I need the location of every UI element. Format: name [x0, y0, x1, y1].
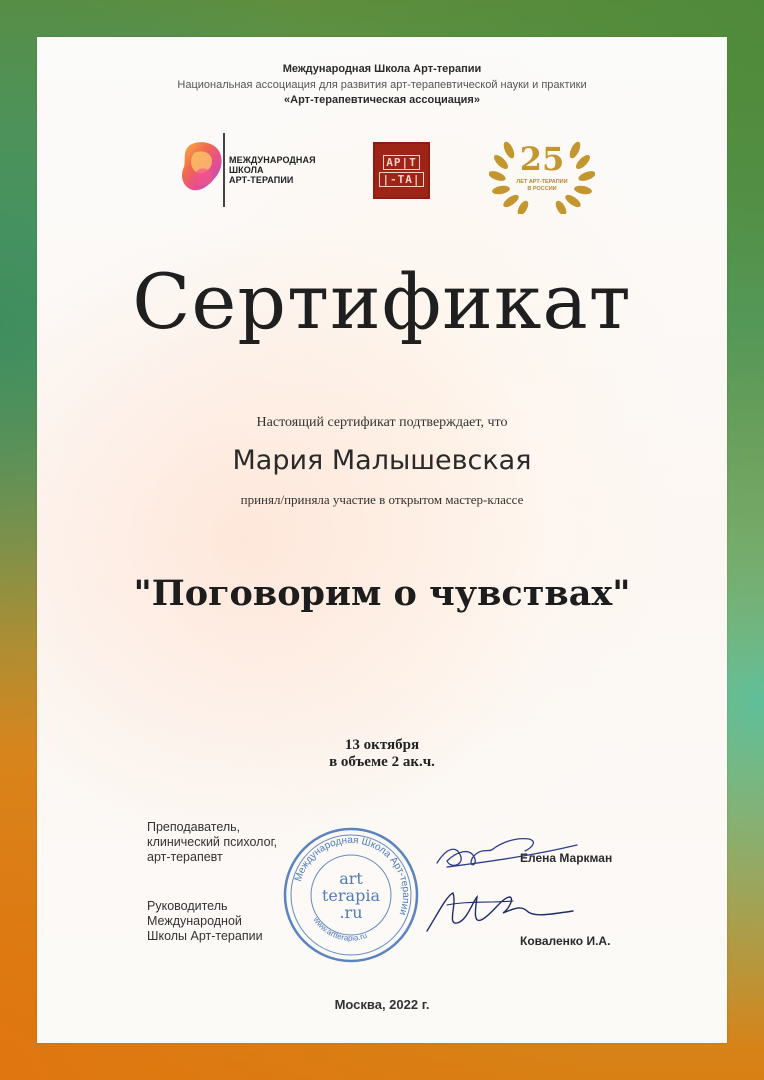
- anniversary-number: 25: [519, 140, 565, 178]
- school-logo: [180, 133, 330, 209]
- round-stamp: [280, 824, 422, 966]
- signer-name-1: Елена Маркман: [520, 851, 613, 865]
- certificate-sheet: [37, 37, 727, 1043]
- stamp-seal: [280, 824, 422, 966]
- header-school-name: Международная Школа Арт-терапии: [282, 63, 482, 75]
- certificate-title: Сертификат: [132, 257, 632, 346]
- stamp-center-line: .ru: [339, 903, 363, 922]
- stamp-url-text: www.artterapia.ru: [311, 915, 369, 943]
- teacher-role: [147, 820, 277, 865]
- logo-divider: [223, 133, 225, 207]
- recipient-name: Мария Малышевская: [232, 445, 532, 476]
- header-association-name: «Арт-терапевтическая ассоциация»: [284, 94, 480, 106]
- anniversary-text: ЛЕТ АРТ-ТЕРАПИИ В РОССИИ: [516, 179, 568, 192]
- school-logo-line: ШКОЛА: [229, 165, 264, 175]
- stamp-center-line: terapia: [322, 886, 380, 905]
- school-logo-line: АРТ-ТЕРАПИИ: [229, 175, 294, 185]
- role-line: клинический психолог,: [147, 835, 278, 849]
- header-association-description: Национальная ассоциация для развития арт-терапевтической науки и практики: [177, 79, 587, 91]
- event-date: [37, 737, 727, 771]
- role-line: Руководитель: [147, 899, 228, 913]
- city-year: Москва, 2022 г.: [334, 997, 430, 1012]
- school-logo-text: [229, 155, 316, 185]
- event-date-line: 13 октября: [344, 737, 420, 753]
- school-logo-line: МЕЖДУНАРОДНАЯ: [229, 155, 316, 165]
- role-line: Международной: [147, 914, 242, 928]
- association-logo: [373, 142, 430, 199]
- role-line: Школы Арт-терапии: [147, 929, 263, 943]
- event-title: "Поговорим о чувствах": [133, 573, 631, 614]
- association-logo-row: АР|Т: [383, 155, 420, 170]
- signer-name-2: Коваленко И.А.: [520, 934, 611, 948]
- role-line: арт-терапевт: [147, 850, 223, 864]
- stamp-ring-text: Международная Школа Арт-терапии: [292, 834, 412, 917]
- role-line: Преподаватель,: [147, 820, 241, 834]
- stamp-center-line: art: [339, 869, 363, 888]
- director-role: [147, 899, 263, 944]
- event-hours-line: в объеме 2 ак.ч.: [329, 754, 435, 770]
- participation-text: принял/приняла участие в открытом мастер-классе: [240, 492, 524, 507]
- confirm-text: Настоящий сертификат подтверждает, что: [256, 415, 508, 430]
- association-logo-row: |-ТА|: [379, 172, 423, 187]
- anniversary-badge: [489, 132, 595, 214]
- paint-splash-icon: [180, 139, 224, 195]
